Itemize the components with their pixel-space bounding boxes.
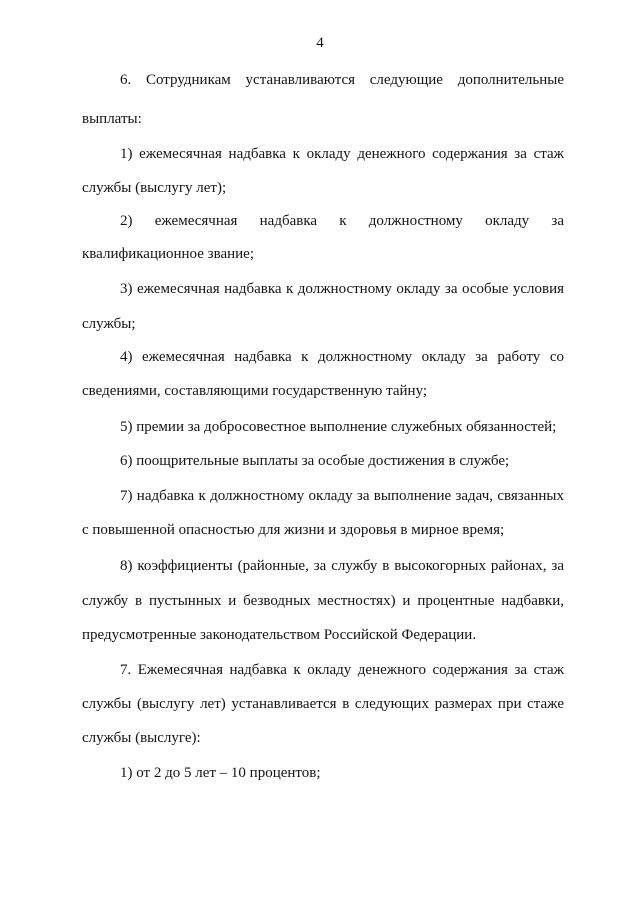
paragraph-line: 6. Сотрудникам устанавливаются следующие дополнительные	[120, 72, 564, 88]
paragraph-line: 8) коэффициенты (районные, за службу в высокогорных районах, за	[120, 558, 564, 574]
paragraph-line: 4) ежемесячная надбавка к должностному окладу за работу со	[120, 349, 564, 365]
paragraph-line: квалификационное звание;	[82, 246, 254, 262]
paragraph-line: 7. Ежемесячная надбавка к окладу денежного содержания за стаж	[120, 662, 564, 678]
paragraph-line: 5) премии за добросовестное выполнение служебных обязанностей;	[120, 419, 557, 435]
page-number: 4	[316, 35, 324, 51]
paragraph-line: 1) от 2 до 5 лет – 10 процентов;	[120, 765, 321, 781]
paragraph-line: 7) надбавка к должностному окладу за выполнение задач, связанных	[120, 488, 564, 504]
paragraph-line: 6) поощрительные выплаты за особые достижения в службе;	[120, 453, 510, 469]
paragraph-line: предусмотренные законодательством Российской Федерации.	[82, 627, 477, 643]
paragraph-line: службы (выслугу лет);	[82, 180, 227, 196]
paragraph-line: службы (выслугу лет) устанавливается в следующих размерах при стаже	[82, 696, 564, 712]
paragraph-line: с повышенной опасностью для жизни и здоровья в мирное время;	[82, 522, 505, 538]
paragraph-line: службу в пустынных и безводных местностях) и процентные надбавки,	[82, 593, 564, 609]
paragraph-line: службы (выслуге):	[82, 730, 201, 746]
paragraph-line: сведениями, составляющими государственную тайну;	[82, 383, 428, 399]
paragraph-line: выплаты:	[82, 111, 142, 127]
paragraph-line: 2) ежемесячная надбавка к должностному окладу за	[120, 213, 564, 229]
paragraph-line: 3) ежемесячная надбавка к должностному окладу за особые условия	[120, 281, 564, 297]
paragraph-line: службы;	[82, 316, 136, 332]
paragraph-line: 1) ежемесячная надбавка к окладу денежного содержания за стаж	[120, 146, 564, 162]
